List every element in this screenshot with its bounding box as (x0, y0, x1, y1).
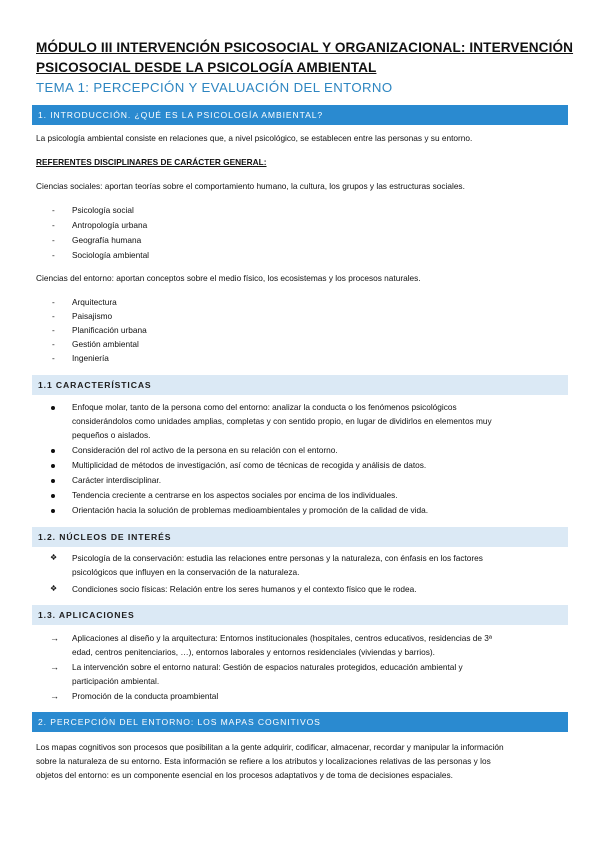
section-1-heading-text: 1. INTRODUCCIÓN. ¿QUÉ ES LA PSICOLOGÍA AMBIENTAL? (38, 110, 324, 120)
list-item: Planificación urbana (72, 325, 147, 335)
ciencias-entorno-paragraph: Ciencias del entorno: aportan conceptos sobre el medio físico, los ecosistemas y los procesos naturales. (36, 273, 421, 283)
list-dash: - (52, 339, 55, 349)
list-item: Geografía humana (72, 235, 142, 245)
section-1-2-heading (32, 527, 568, 547)
section-2-heading-text: 2. PERCEPCIÓN DEL ENTORNO: LOS MAPAS COGNITIVOS (38, 717, 321, 727)
list-item: Condiciones socio físicas: Relación entre los seres humanos y el contexto físico que le rodea. (72, 584, 417, 594)
list-item-line: La intervención sobre el entorno natural: Gestión de espacios naturales protegidos, educación ambiental y (72, 662, 463, 672)
diamond-bullet-icon: ❖ (50, 584, 58, 593)
bullet-icon (51, 449, 55, 453)
arrow-bullet-icon: → (50, 662, 59, 672)
bullet-icon (51, 479, 55, 483)
list-item-line: participación ambiental. (72, 676, 160, 686)
list-dash: - (52, 353, 55, 363)
intro-paragraph: La psicología ambiental consiste en relaciones que, a nivel psicológico, se establecen entre las personas y su entorno. (36, 133, 473, 143)
list-item: Gestión ambiental (72, 339, 139, 349)
list-dash: - (52, 220, 55, 230)
section-2-heading (32, 712, 568, 732)
list-dash: - (52, 325, 55, 335)
list-item-line: considerándolos como unidades amplias, completas y con sentido propio, en lugar de dividirlos en elementos muy (72, 416, 492, 426)
section-1-2-heading-text: 1.2. NÚCLEOS DE INTERÉS (38, 532, 172, 542)
list-item: Multiplicidad de métodos de investigación, así como de técnicas de recogida y análisis de datos. (72, 460, 427, 470)
list-dash: - (52, 205, 55, 215)
list-item-line: pequeños o aislados. (72, 430, 151, 440)
list-item: Sociología ambiental (72, 250, 150, 260)
list-item: Paisajismo (72, 311, 113, 321)
list-item-line: Aplicaciones al diseño y la arquitectura: Entornos institucionales (hospitales, centros educativos, residencias de 3ª (72, 633, 492, 643)
list-dash: - (52, 311, 55, 321)
list-item: Carácter interdisciplinar. (72, 475, 161, 485)
bullet-icon (51, 464, 55, 468)
list-item-line: psicológicos que influyen en la conservación de la naturaleza. (72, 567, 300, 577)
paragraph-line: sobre la naturaleza de su entorno. Esta información se refiere a los atributos y localizaciones relativas de las personas y los (36, 756, 491, 766)
section-1-3-heading (32, 605, 568, 625)
list-item: Psicología social (72, 205, 134, 215)
list-dash: - (52, 235, 55, 245)
arrow-bullet-icon: → (50, 691, 59, 701)
module-title-line-2: PSICOSOCIAL DESDE LA PSICOLOGÍA AMBIENTAL (36, 60, 377, 75)
section-1-heading (32, 105, 568, 125)
module-title (36, 38, 576, 78)
paragraph-line: objetos del entorno: es un componente esencial en los procesos adaptativos y de toma de decisiones espaciales. (36, 770, 453, 780)
list-item-line: edad, centros penitenciarios, …), entornos laborales y entornos residenciales (viviendas y barrios). (72, 647, 435, 657)
module-title-line-1: MÓDULO III INTERVENCIÓN PSICOSOCIAL Y ORGANIZACIONAL: INTERVENCIÓN (36, 40, 574, 55)
list-item: Promoción de la conducta proambiental (72, 691, 219, 701)
list-item: Arquitectura (72, 297, 117, 307)
bullet-icon (51, 494, 55, 498)
section-1-3-heading-text: 1.3. APLICACIONES (38, 610, 135, 620)
paragraph-line: Los mapas cognitivos son procesos que posibilitan a la gente adquirir, codificar, almacenar, recordar y manipular la información (36, 742, 504, 752)
list-dash: - (52, 297, 55, 307)
list-item: Ingeniería (72, 353, 109, 363)
list-item: Consideración del rol activo de la persona en su relación con el entorno. (72, 445, 338, 455)
list-item-line: Psicología de la conservación: estudia las relaciones entre personas y la naturaleza, con énfasis en los factores (72, 553, 483, 563)
list-item: Tendencia creciente a centrarse en los aspectos sociales por encima de los individuales. (72, 490, 398, 500)
bullet-icon (51, 509, 55, 513)
ciencias-sociales-paragraph: Ciencias sociales: aportan teorías sobre el comportamiento humano, la cultura, los grupos y las estructuras sociales. (36, 181, 465, 191)
diamond-bullet-icon: ❖ (50, 553, 58, 562)
list-item: Antropología urbana (72, 220, 148, 230)
tema-title: TEMA 1: PERCEPCIÓN Y EVALUACIÓN DEL ENTORNO (36, 80, 393, 95)
list-item: Orientación hacia la solución de problemas medioambientales y promoción de la calidad de vida. (72, 505, 429, 515)
bullet-icon (51, 406, 55, 410)
list-item-line: Enfoque molar, tanto de la persona como del entorno: analizar la conducta o los fenómenos psicológicos (72, 402, 457, 412)
arrow-bullet-icon: → (50, 633, 59, 643)
section-1-1-heading (32, 375, 568, 395)
referentes-heading: REFERENTES DISCIPLINARES DE CARÁCTER GENERAL: (36, 157, 267, 167)
list-dash: - (52, 250, 55, 260)
section-1-1-heading-text: 1.1 CARACTERÍSTICAS (38, 380, 152, 390)
